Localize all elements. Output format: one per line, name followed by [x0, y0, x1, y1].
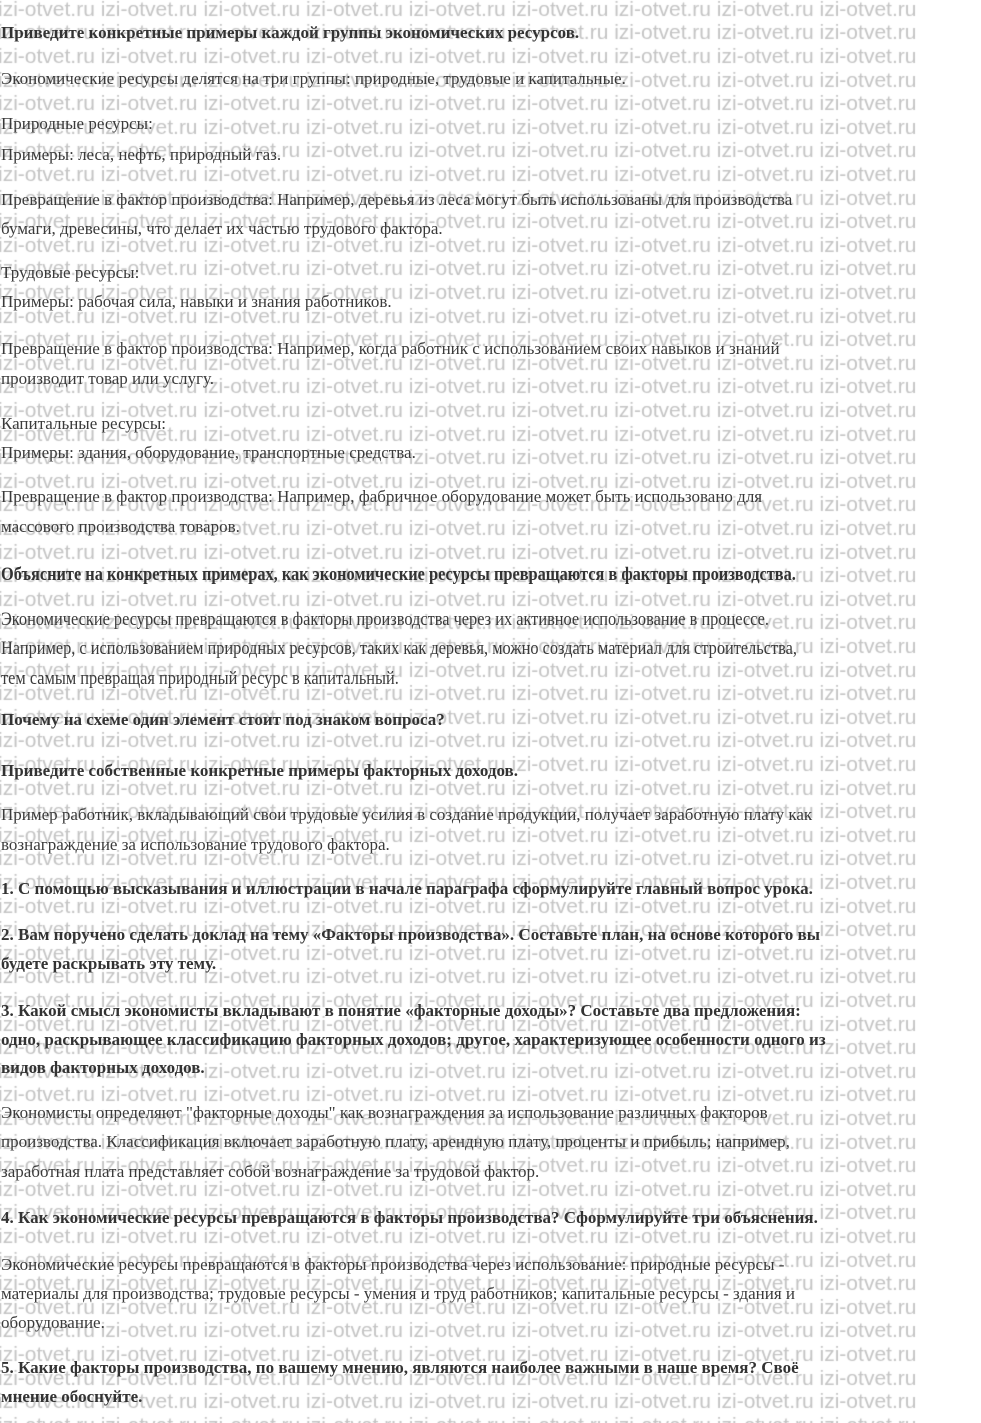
text-line: Экономические ресурсы делятся на три группы: природные, трудовые и капитальные. — [1, 69, 626, 88]
text-line: 2. Вам поручено сделать доклад на тему «Факторы производства». Составьте план, на основе которого вы — [1, 925, 820, 944]
text-line: Примеры: здания, оборудование, транспортные средства. — [1, 443, 416, 462]
text-line: массового производства товаров. — [1, 517, 240, 536]
text-line: Капитальные ресурсы: — [1, 414, 166, 433]
text-line: видов факторных доходов. — [1, 1058, 205, 1077]
text-line: Примеры: леса, нефть, природный газ. — [1, 145, 282, 164]
text-line: будете раскрывать эту тему. — [1, 954, 217, 973]
text-line: одно, раскрывающее классификацию факторных доходов; другое, характеризующее особенности одного из — [1, 1030, 826, 1049]
text-line: Экономические ресурсы превращаются в факторы производства через их активное использование в процессе. — [1, 609, 769, 630]
text-line: тем самым превращая природный ресурс в капитальный. — [1, 668, 399, 689]
text-line: Превращение в фактор производства: Например, деревья из леса могут быть использованы для производства — [1, 190, 793, 209]
text-line: вознаграждение за использование трудового фактора. — [1, 835, 390, 854]
text-line: Примеры: рабочая сила, навыки и знания работников. — [1, 292, 392, 311]
text-line: производит товар или услугу. — [1, 369, 215, 388]
text-line: оборудование. — [1, 1313, 105, 1332]
text-line: мнение обоснуйте. — [1, 1387, 143, 1406]
text-line: 1. С помощью высказывания и иллюстрации в начале параграфа сформулируйте главный вопрос урока. — [1, 879, 813, 898]
text-line: Природные ресурсы: — [1, 114, 153, 133]
text-line: 4. Как экономические ресурсы превращаются в факторы производства? Сформулируйте три объяснения. — [1, 1208, 818, 1227]
text-line: Превращение в фактор производства: Например, фабричное оборудование может быть использовано для — [1, 487, 763, 506]
text-line: Превращение в фактор производства: Например, когда работник с использованием своих навыков и знаний — [1, 339, 780, 358]
text-line: Экономические ресурсы превращаются в факторы производства через использование: природные ресурсы - — [1, 1255, 785, 1274]
text-line: Объясните на конкретных примерах, как экономические ресурсы превращаются в факторы производства. — [1, 564, 796, 585]
text-line: Почему на схеме один элемент стоит под знаком вопроса? — [1, 710, 445, 729]
text-line: Приведите собственные конкретные примеры факторных доходов. — [1, 761, 518, 780]
text-line: Приведите конкретные примеры каждой группы экономических ресурсов. — [1, 23, 580, 42]
text-line: Трудовые ресурсы: — [1, 263, 140, 282]
text-line: бумаги, древесины, что делает их частью трудового фактора. — [1, 219, 443, 238]
text-line: Пример работник, вкладывающий свои трудовые усилия в создание продукции, получает заработную плату как — [1, 805, 813, 824]
text-line: материалы для производства; трудовые ресурсы - умения и труд работников; капитальные ресурсы - здания и — [1, 1284, 796, 1303]
text-line: 5. Какие факторы производства, по вашему мнению, являются наиболее важными в наше время? Своё — [1, 1358, 799, 1377]
text-line: производства. Классификация включает заработную плату, арендную плату, проценты и прибыль; например, — [1, 1132, 790, 1151]
text-line: Экономисты определяют "факторные доходы" как вознаграждения за использование различных факторов — [1, 1103, 768, 1122]
text-line: Например, с использованием природных ресурсов, таких как деревья, можно создать материал для строительства, — [1, 638, 797, 659]
text-line: заработная плата представляет собой вознаграждение за трудовой фактор. — [1, 1162, 540, 1181]
text-line: 3. Какой смысл экономисты вкладывают в понятие «факторные доходы»? Составьте два предложения: — [1, 1001, 801, 1020]
